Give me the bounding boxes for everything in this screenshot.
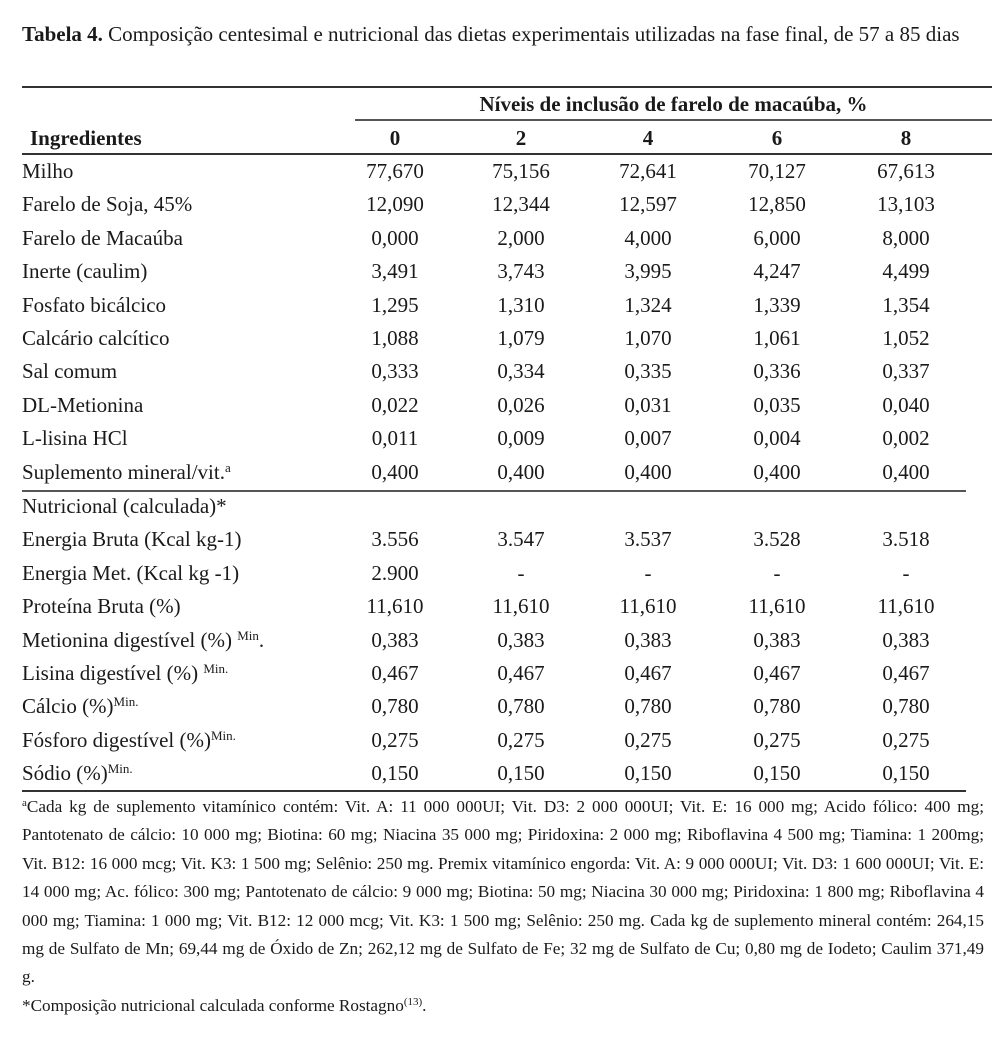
row-label-superscript: a bbox=[224, 459, 231, 475]
table-cell: 3.518 bbox=[882, 527, 930, 552]
table-cell: 3.547 bbox=[497, 527, 545, 552]
row-label-superscript: Min. bbox=[203, 661, 229, 676]
table-cell: 11,610 bbox=[366, 594, 424, 619]
table-cell: 0,336 bbox=[753, 359, 801, 384]
table-cell: 0,467 bbox=[882, 661, 930, 685]
footnote-a-text: Cada kg de suplemento vitamínico contém: Vit. A: 11 000 000UI; Vit. D3: 2 000 000UI; Vit. E: 16 000 mg; Acido fólico: 400 mg; Pantotenato de cálcio: 10 000 mg; Biotina: 60 mg; Niacina 35 000 mg; Piridoxina: 2 000 mg; Riboflavina 4 500 mg; Tiamina: 1 200mg; Vit. B12: 16 000 mcg; Vit. K3: 1 500 mg; Selênio: 250 mg. Premix vitamínico engorda: Vit. A: 9 000 000UI; Vit. D3: 1 600 000UI; Vit. E: 14 000 mg; Ac. fólico: 300 mg; Pantotenato de cálcio: 9 000 mg; Biotina: 50 mg; Niacina 30 000 mg; Piridoxina: 1 800 mg; Riboflavina 4 000 mg; Tiamina: 1 000 mg; Vit. B12: 12 000 mcg; Vit. K3: 1 500 mg; Selênio: 250 mg. Cada kg de suplemento mineral contém: 264,15 mg de Sulfato de Mn; 69,44 mg de Óxido de Zn; 262,12 mg de Sulfato de Fe; 32 mg de Sulfato de Cu; 0,80 mg de Iodeto; Caulim 371,49 g. bbox=[22, 797, 984, 987]
table-cell: 12,344 bbox=[492, 192, 550, 217]
level-header: 2 bbox=[515, 126, 527, 150]
row-label-text: Suplemento mineral/vit. bbox=[22, 459, 225, 484]
table-cell: - bbox=[644, 560, 652, 585]
table-cell: 0,007 bbox=[624, 426, 672, 451]
nutritional-row bbox=[0, 724, 1004, 757]
table-cell: 0,026 bbox=[497, 392, 545, 417]
footnote-star-text: *Composição nutricional calculada conforme Rostagno bbox=[22, 995, 404, 1015]
row-label bbox=[22, 624, 264, 657]
table-cell: 0,780 bbox=[753, 694, 801, 719]
table-cell: 11,610 bbox=[492, 594, 550, 619]
table-cell: 1,079 bbox=[497, 326, 545, 350]
ingredient-row bbox=[0, 155, 1004, 188]
levels-sub-rule bbox=[355, 119, 992, 121]
ingredient-row bbox=[0, 422, 1004, 455]
table-cell: 2.900 bbox=[371, 560, 419, 585]
nutritional-row bbox=[0, 690, 1004, 723]
row-label-text: Fósforo digestível (%) bbox=[22, 727, 211, 752]
table-cell: 0,400 bbox=[497, 459, 545, 484]
row-label-text: Metionina digestível (%) bbox=[22, 627, 238, 652]
table-cell: 0,009 bbox=[497, 426, 545, 451]
row-label bbox=[22, 523, 241, 556]
table-cell: 0,383 bbox=[497, 627, 545, 652]
nutritional-row bbox=[0, 590, 1004, 623]
table-cell: 1,070 bbox=[624, 326, 672, 350]
table-cell: 1,310 bbox=[497, 292, 545, 317]
table-cell: 4,000 bbox=[624, 225, 672, 250]
table-cell: 0,035 bbox=[753, 392, 801, 417]
nutritional-row bbox=[0, 557, 1004, 590]
table-cell: 0,400 bbox=[624, 459, 672, 484]
row-label bbox=[22, 557, 239, 590]
table-cell: 0,275 bbox=[753, 727, 801, 752]
table-cell: 12,850 bbox=[748, 192, 806, 217]
table-cell: 0,383 bbox=[371, 627, 419, 652]
table-cell: 0,275 bbox=[497, 727, 545, 752]
footnote-star bbox=[22, 992, 984, 1020]
ingredient-row bbox=[0, 255, 1004, 288]
table-cell: 0,275 bbox=[882, 727, 930, 752]
table-cell: 0,780 bbox=[882, 694, 930, 719]
table-cell: 0,334 bbox=[497, 359, 545, 384]
table-cell: 1,324 bbox=[624, 292, 672, 317]
row-label-text: Inerte (caulim) bbox=[22, 259, 148, 284]
table-cell: 1,088 bbox=[371, 326, 419, 350]
table-title: Composição centesimal e nutricional das dietas experimentais utilizadas na fase final, de 57 a 85 dias bbox=[102, 22, 960, 46]
row-label bbox=[22, 188, 192, 221]
row-label-text: Calcário calcítico bbox=[22, 326, 170, 350]
ingredient-row bbox=[0, 289, 1004, 322]
top-rule bbox=[22, 86, 992, 88]
table-cell: 4,247 bbox=[753, 259, 801, 284]
table-cell: - bbox=[902, 560, 910, 585]
table-cell: 75,156 bbox=[492, 159, 550, 183]
table-cell: 6,000 bbox=[753, 225, 801, 250]
table-cell: 1,061 bbox=[753, 326, 801, 350]
row-label bbox=[22, 355, 117, 388]
table-cell: - bbox=[517, 560, 525, 585]
row-label bbox=[22, 289, 166, 322]
row-label bbox=[22, 456, 231, 489]
table-cell: 77,670 bbox=[366, 159, 424, 183]
table-cell: 0,002 bbox=[882, 426, 930, 451]
footnote-a-marker: a bbox=[22, 797, 27, 809]
table-cell: 1,339 bbox=[753, 292, 801, 317]
level-header: 6 bbox=[771, 126, 783, 150]
row-label bbox=[22, 490, 227, 523]
row-label bbox=[22, 389, 143, 422]
table-cell: 2,000 bbox=[497, 225, 545, 250]
levels-group-header: Níveis de inclusão de farelo de macaúba, % bbox=[479, 92, 868, 116]
nutritional-row bbox=[0, 624, 1004, 657]
table-cell: 72,641 bbox=[619, 159, 677, 183]
nutritional-row bbox=[0, 657, 1004, 690]
table-cell: 0,150 bbox=[882, 761, 930, 786]
level-header: 8 bbox=[900, 126, 912, 150]
table-cell: 0,150 bbox=[371, 761, 419, 786]
row-label-text: Milho bbox=[22, 159, 74, 183]
table-cell: 0,780 bbox=[497, 694, 545, 719]
row-label-superscript: Min bbox=[237, 627, 259, 643]
table-cell: 0,780 bbox=[371, 694, 419, 719]
footnote-star-end: . bbox=[422, 995, 427, 1015]
row-label-text: DL-Metionina bbox=[22, 392, 144, 417]
table-cell: 0,400 bbox=[753, 459, 801, 484]
table-cell: 0,150 bbox=[753, 761, 801, 786]
row-label-text: Sódio (%) bbox=[22, 761, 108, 786]
table-caption bbox=[22, 20, 984, 49]
table-footnotes bbox=[22, 793, 984, 1020]
row-label-text: Lisina digestível (%) bbox=[22, 661, 204, 685]
row-label bbox=[22, 222, 183, 255]
table-cell: 3.528 bbox=[753, 527, 801, 552]
table-cell: 0,333 bbox=[371, 359, 419, 384]
table-cell: 0,400 bbox=[882, 459, 930, 484]
table-cell: 0,467 bbox=[371, 661, 419, 685]
table-cell: 70,127 bbox=[748, 159, 806, 183]
table-cell: 3.537 bbox=[624, 527, 672, 552]
ingredient-row bbox=[0, 188, 1004, 221]
ingredients-header: Ingredientes bbox=[30, 126, 142, 150]
table-cell: 3,491 bbox=[371, 259, 419, 284]
table-cell: 0,011 bbox=[371, 426, 419, 451]
row-label-text: L-lisina HCl bbox=[22, 426, 128, 451]
table-cell: 0,031 bbox=[624, 392, 672, 417]
table-cell: 3,995 bbox=[624, 259, 672, 284]
table-cell: 0,335 bbox=[624, 359, 672, 384]
table-cell: 0,337 bbox=[882, 359, 930, 384]
table-cell: 11,610 bbox=[748, 594, 806, 619]
row-label bbox=[22, 690, 138, 723]
row-label-text: Proteína Bruta (%) bbox=[22, 594, 181, 619]
row-label bbox=[22, 657, 228, 690]
table-cell: 1,295 bbox=[371, 292, 419, 317]
table-cell: 0,780 bbox=[624, 694, 672, 719]
table-cell: 3.556 bbox=[371, 527, 419, 552]
reference-citation: (13) bbox=[403, 995, 423, 1008]
row-label-superscript: Min. bbox=[107, 761, 133, 777]
row-label bbox=[22, 155, 73, 188]
table-cell: 0,004 bbox=[753, 426, 801, 451]
row-label-text: Nutricional (calculada)* bbox=[22, 494, 227, 518]
level-header: 0 bbox=[389, 126, 401, 150]
row-label-text: Sal comum bbox=[22, 359, 118, 384]
table-cell: 0,275 bbox=[624, 727, 672, 752]
table-cell: 0,383 bbox=[882, 627, 930, 652]
row-label bbox=[22, 590, 181, 623]
table-cell: 0,150 bbox=[624, 761, 672, 786]
row-label-text: Energia Bruta (Kcal kg-1) bbox=[22, 527, 242, 552]
row-label-suffix: . bbox=[258, 627, 265, 652]
table-cell: 12,597 bbox=[619, 192, 677, 217]
table-cell: 3,743 bbox=[497, 259, 545, 284]
table-cell: 0,383 bbox=[624, 627, 672, 652]
table-cell: 11,610 bbox=[619, 594, 677, 619]
table-cell: 1,052 bbox=[882, 326, 930, 350]
table-cell: 0,022 bbox=[371, 392, 419, 417]
nutritional-row bbox=[0, 757, 1004, 790]
table-cell: 11,610 bbox=[877, 594, 935, 619]
ingredient-row bbox=[0, 389, 1004, 422]
row-label-text: Farelo de Soja, 45% bbox=[22, 192, 193, 217]
row-label-superscript: Min. bbox=[210, 727, 236, 743]
row-label bbox=[22, 724, 236, 757]
table-cell: 0,467 bbox=[753, 661, 801, 685]
row-label bbox=[22, 322, 170, 355]
table-cell: 0,467 bbox=[497, 661, 545, 685]
table-cell: 4,499 bbox=[882, 259, 930, 284]
row-label-text: Energia Met. (Kcal kg -1) bbox=[22, 560, 240, 585]
row-label-text: Cálcio (%) bbox=[22, 694, 114, 719]
ingredient-row bbox=[0, 456, 1004, 489]
table-cell: 12,090 bbox=[366, 192, 424, 217]
table-cell: 0,467 bbox=[624, 661, 672, 685]
table-cell: 0,040 bbox=[882, 392, 930, 417]
row-label-superscript: Min. bbox=[113, 694, 139, 710]
table-cell: 0,000 bbox=[371, 225, 419, 250]
ingredient-row bbox=[0, 322, 1004, 355]
nutritional-row bbox=[0, 523, 1004, 556]
table-label: Tabela 4. bbox=[22, 22, 103, 46]
row-label bbox=[22, 422, 128, 455]
level-header: 4 bbox=[642, 126, 654, 150]
ingredient-row bbox=[0, 355, 1004, 388]
table-cell: 0,383 bbox=[753, 627, 801, 652]
table-bottom-rule bbox=[22, 790, 966, 792]
row-label-text: Farelo de Macaúba bbox=[22, 225, 183, 250]
nutritional-row bbox=[0, 490, 1004, 523]
table-cell: 8,000 bbox=[882, 225, 930, 250]
row-label bbox=[22, 255, 147, 288]
table-cell: 0,150 bbox=[497, 761, 545, 786]
footnote-a bbox=[22, 793, 984, 992]
table-cell: - bbox=[773, 560, 781, 585]
ingredient-row bbox=[0, 222, 1004, 255]
table-cell: 0,400 bbox=[371, 459, 419, 484]
row-label bbox=[22, 757, 133, 790]
table-cell: 67,613 bbox=[877, 159, 935, 183]
table-cell: 13,103 bbox=[877, 192, 935, 217]
row-label-text: Fosfato bicálcico bbox=[22, 292, 167, 317]
table-cell: 0,275 bbox=[371, 727, 419, 752]
table-cell: 1,354 bbox=[882, 292, 930, 317]
